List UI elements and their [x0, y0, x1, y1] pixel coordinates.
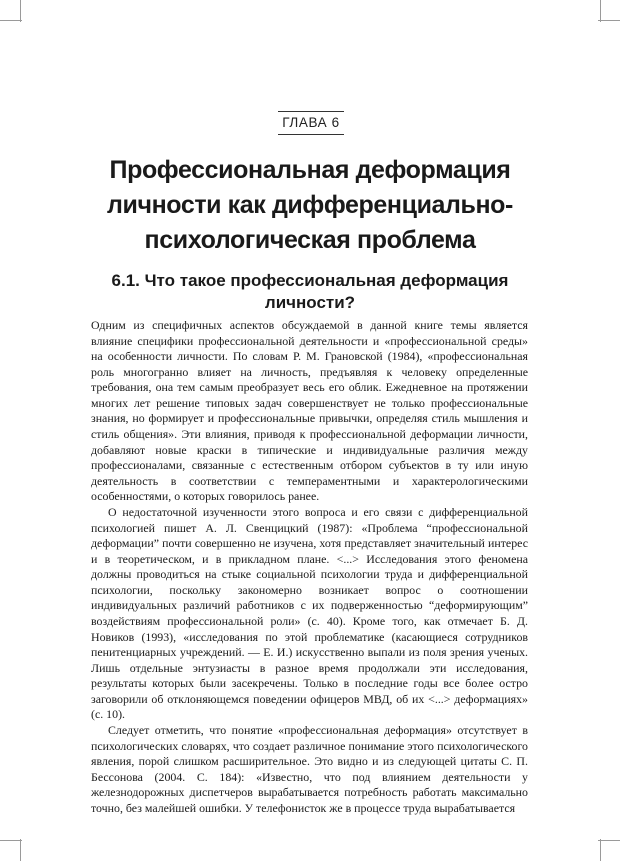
section-title — [80, 270, 540, 314]
chapter-title-line: личности как дифференциально- — [107, 191, 513, 219]
crop-mark-bottom-left — [20, 839, 21, 861]
paragraph: О недостаточной изученности этого вопроса и его связи с дифференциальной психологией пишет А. Л. Свенцицкий (1987): «Проблема “профессиональной деформации” почти совершенно не изучена, хотя представляет значительный интерес и в теоретическом, и в прикладном плане. <...> Исследования этого феномена должны проводиться на стыке социальной психологии труда и дифференциальной психологии, поскольку закономерно возникает вопрос о соотношении индивидуальных различий работников с их подверженностью “деформирующим” воздействиям профессиональной роли» (с. 40). Кроме того, как отмечает Б. Д. Новиков (1993), «исследования по этой проблематике (касающиеся сотрудников пенитенциарных учреждений. — Е. И.) искусственно выпали из поля зрения ученых. Лишь отдельные энтузиасты в разное время продолжали эти исследования, результаты которых были засекречены. Только в последние годы все более остро заговорили об отклоняющемся поведении офицеров МВД, об их <...> деформациях» (с. 10). — [91, 504, 528, 722]
section-title-line: личности? — [264, 293, 356, 312]
chapter-title-line: Профессиональная деформация — [109, 156, 511, 184]
crop-mark-bottom-left-h — [0, 840, 22, 841]
chapter-title — [60, 153, 560, 258]
chapter-title-line: психологическая проблема — [144, 226, 476, 254]
crop-mark-top-right — [600, 0, 601, 22]
body-text — [91, 318, 528, 817]
crop-mark-top-left-h — [0, 20, 22, 21]
chapter-label: ГЛАВА 6 — [278, 111, 344, 135]
crop-mark-top-right-h — [598, 20, 620, 21]
crop-mark-top-left — [20, 0, 21, 22]
paragraph: Следует отметить, что понятие «профессиональная деформация» отсутствует в психологических словарях, что создает различное понимание этого психологического явления, порой слишком расширительное. Это видно и из следующей цитаты С. П. Бессонова (2004. С. 184): «Известно, что под влиянием деятельности у железнодорожных диспетчеров вырабатывается потребность работать максимально точно, без малейшей ошибки. У телефонисток же в процессе труда вырабатывается — [91, 723, 528, 815]
crop-mark-bottom-right — [600, 839, 601, 861]
paragraph: Одним из специфичных аспектов обсуждаемой в данной книге темы является влияние специфики профессиональной деятельности и «профессиональной среды» на особенности личности. По словам Р. М. Грановской (1984), «профессиональная роль многогранно влияет на личность, предъявляя к человеку определенные требования, она тем самым преобразует весь его облик. Ежедневное на протяжении многих лет решение типовых задач совершенствует не только профессиональные знания, но формирует и профессиональные привычки, определяя стиль мышления и стиль общения». Эти влияния, приводя к профессиональной деформации личности, добавляют новые краски в типические и индивидуальные различия между профессионалами, связанные с естественным отбором субъектов в ту или иную деятельность в соответствии с темпераментными и характерологическими особенностями, о которых говорилось ранее. — [91, 318, 528, 504]
section-title-line: 6.1. Что такое профессиональная деформация — [111, 271, 509, 290]
crop-mark-bottom-right-h — [598, 840, 620, 841]
